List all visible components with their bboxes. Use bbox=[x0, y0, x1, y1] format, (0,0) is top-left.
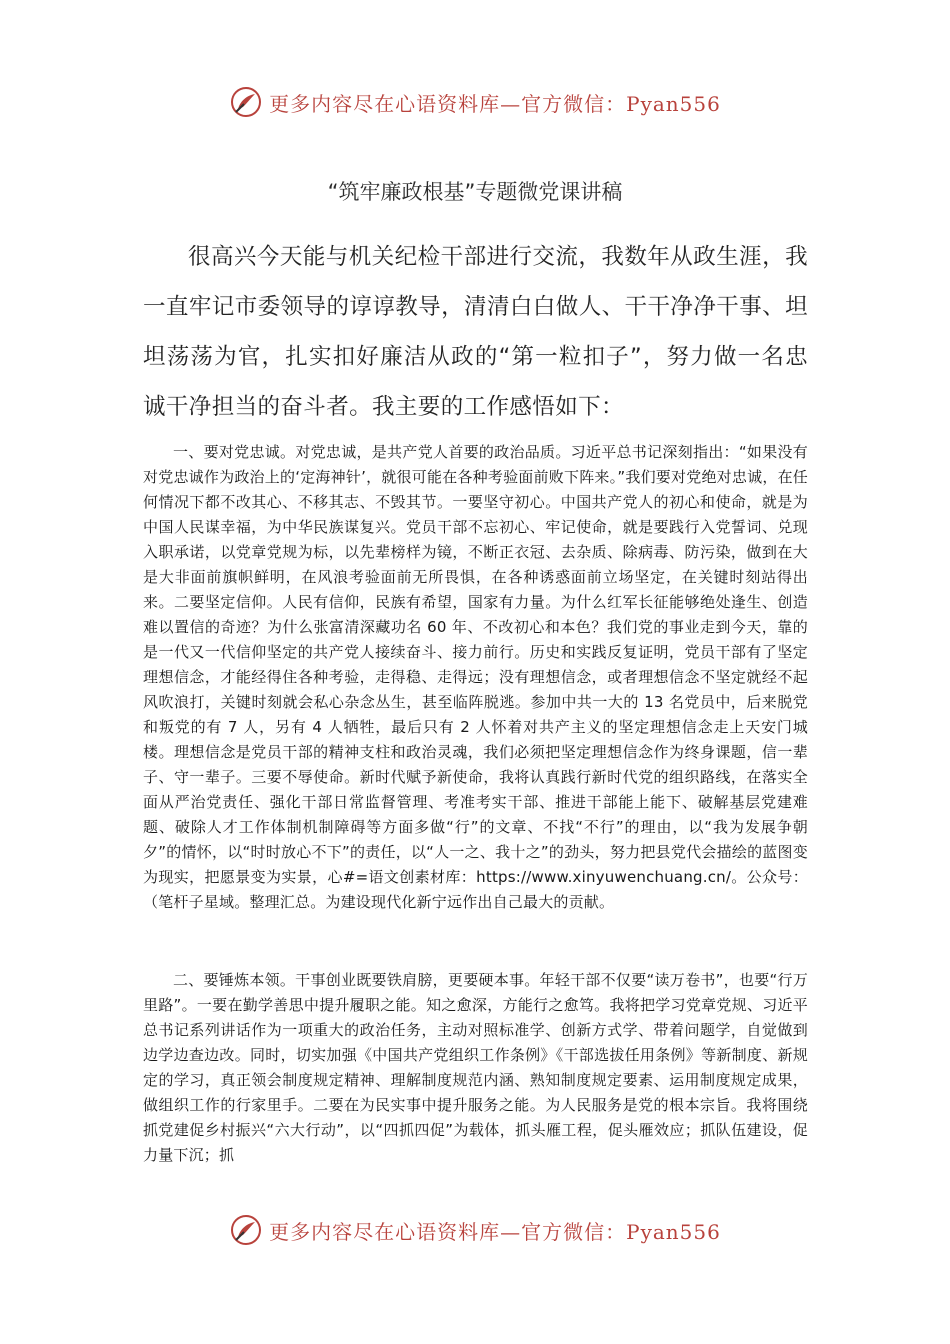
logo-icon bbox=[229, 85, 263, 119]
banner-text: 更多内容尽在心语资料库—官方微信：Pyan556 bbox=[269, 91, 721, 116]
document-title: “筑牢廉政根基”专题微党课讲稿 bbox=[327, 180, 623, 204]
body-paragraph-1: 一、要对党忠诚。对党忠诚，是共产党人首要的政治品质。习近平总书记深刻指出：“如果没有对党忠诚作为政治上的‘定海神针’，就很可能在各种考验面前败下阵来。”我们要对党绝对忠诚，在任何情况下都不改其心、不移其志、不毁其节。一要坚守初心。中国共产党人的初心和使命，就是为中国人民谋幸福，为中华民族谋复兴。党员干部不忘初心、牢记使命，就是要践行入党誓词、兑现入职承诺，以党章党规为标，以先辈榜样为镜，不断正衣冠、去杂质、除病毒、防污染，做到在大是大非面前旗帜鲜明，在风浪考验面前无所畏惧，在各种诱惑面前立场坚定，在关键时刻站得出来。二要坚定信仰。人民有信仰，民族有希望，国家有力量。为什么红军长征能够绝处逢生、创造难以置信的奇迹？为什么张富清深藏功名 60 年、不改初心和本色？我们党的事业走到今天，靠的是一代又一代信仰坚定的共产党人接续奋斗、接力前行。历史和实践反复证明，党员干部有了坚定理想信念，才能经得住各种考验，走得稳、走得远；没有理想信念，或者理想信念不坚定就经不起风吹浪打，关键时刻就会私心杂念丛生，甚至临阵脱逃。参加中共一大的 13 名党员中，后来脱党和叛党的有 7 人，另有 4 人牺牲，最后只有 2 人怀着对共产主义的坚定理想信念走上天安门城楼。理想信念是党员干部的精神支柱和政治灵魂，我们必须把坚定理想信念作为终身课题，信一辈子、守一辈子。三要不辱使命。新时代赋予新使命，我将认真践行新时代党的组织路线，在落实全面从严治党责任、强化干部日常监督管理、考准考实干部、推进干部能上能下、破解基层党建难题、破除人才工作体制机制障碍等方面多做“行”的文章、不找“不行”的理由，以“我为发展争朝夕”的情怀，以“时时放心不下”的责任，以“人一之、我十之”的劲头，努力把县党代会描绘的蓝图变为现实，把愿景变为实景，心#=语文创素材库：https://www.xinyuwenchuang.cn/。公众号：（笔杆子星域。整理汇总。为建设现代化新宁远作出自己最大的贡献。 bbox=[143, 443, 808, 911]
watermark-banner-top bbox=[0, 82, 950, 122]
watermark-banner-bottom bbox=[0, 1210, 950, 1250]
body-paragraph-2: 二、要锤炼本领。干事创业既要铁肩膀，更要硬本事。年轻干部不仅要“读万卷书”，也要“行万里路”。一要在勤学善思中提升履职之能。知之愈深，方能行之愈笃。我将把学习党章党规、习近平总书记系列讲话作为一项重大的政治任务，主动对照标准学、创新方式学、带着问题学，自觉做到边学边查边改。同时，切实加强《中国共产党组织工作条例》《干部选拔任用条例》等新制度、新规定的学习，真正领会制度规定精神、理解制度规范内涵、熟知制度规定要素、运用制度规定成果，做组织工作的行家里手。二要在为民实事中提升服务之能。为人民服务是党的根本宗旨。我将围绕抓党建促乡村振兴“六大行动”，以“四抓四促”为载体，抓头雁工程，促头雁效应；抓队伍建设，促力量下沉；抓 bbox=[143, 971, 808, 1164]
banner-text: 更多内容尽在心语资料库—官方微信：Pyan556 bbox=[269, 1219, 721, 1244]
intro-paragraph: 很高兴今天能与机关纪检干部进行交流，我数年从政生涯，我一直牢记市委领导的谆谆教导，清清白白做人、干干净净干事、坦坦荡荡为官，扎实扣好廉洁从政的“第一粒扣子”，努力做一名忠诚干净担当的奋斗者。我主要的工作感悟如下： bbox=[143, 244, 808, 420]
logo-icon bbox=[229, 1213, 263, 1247]
